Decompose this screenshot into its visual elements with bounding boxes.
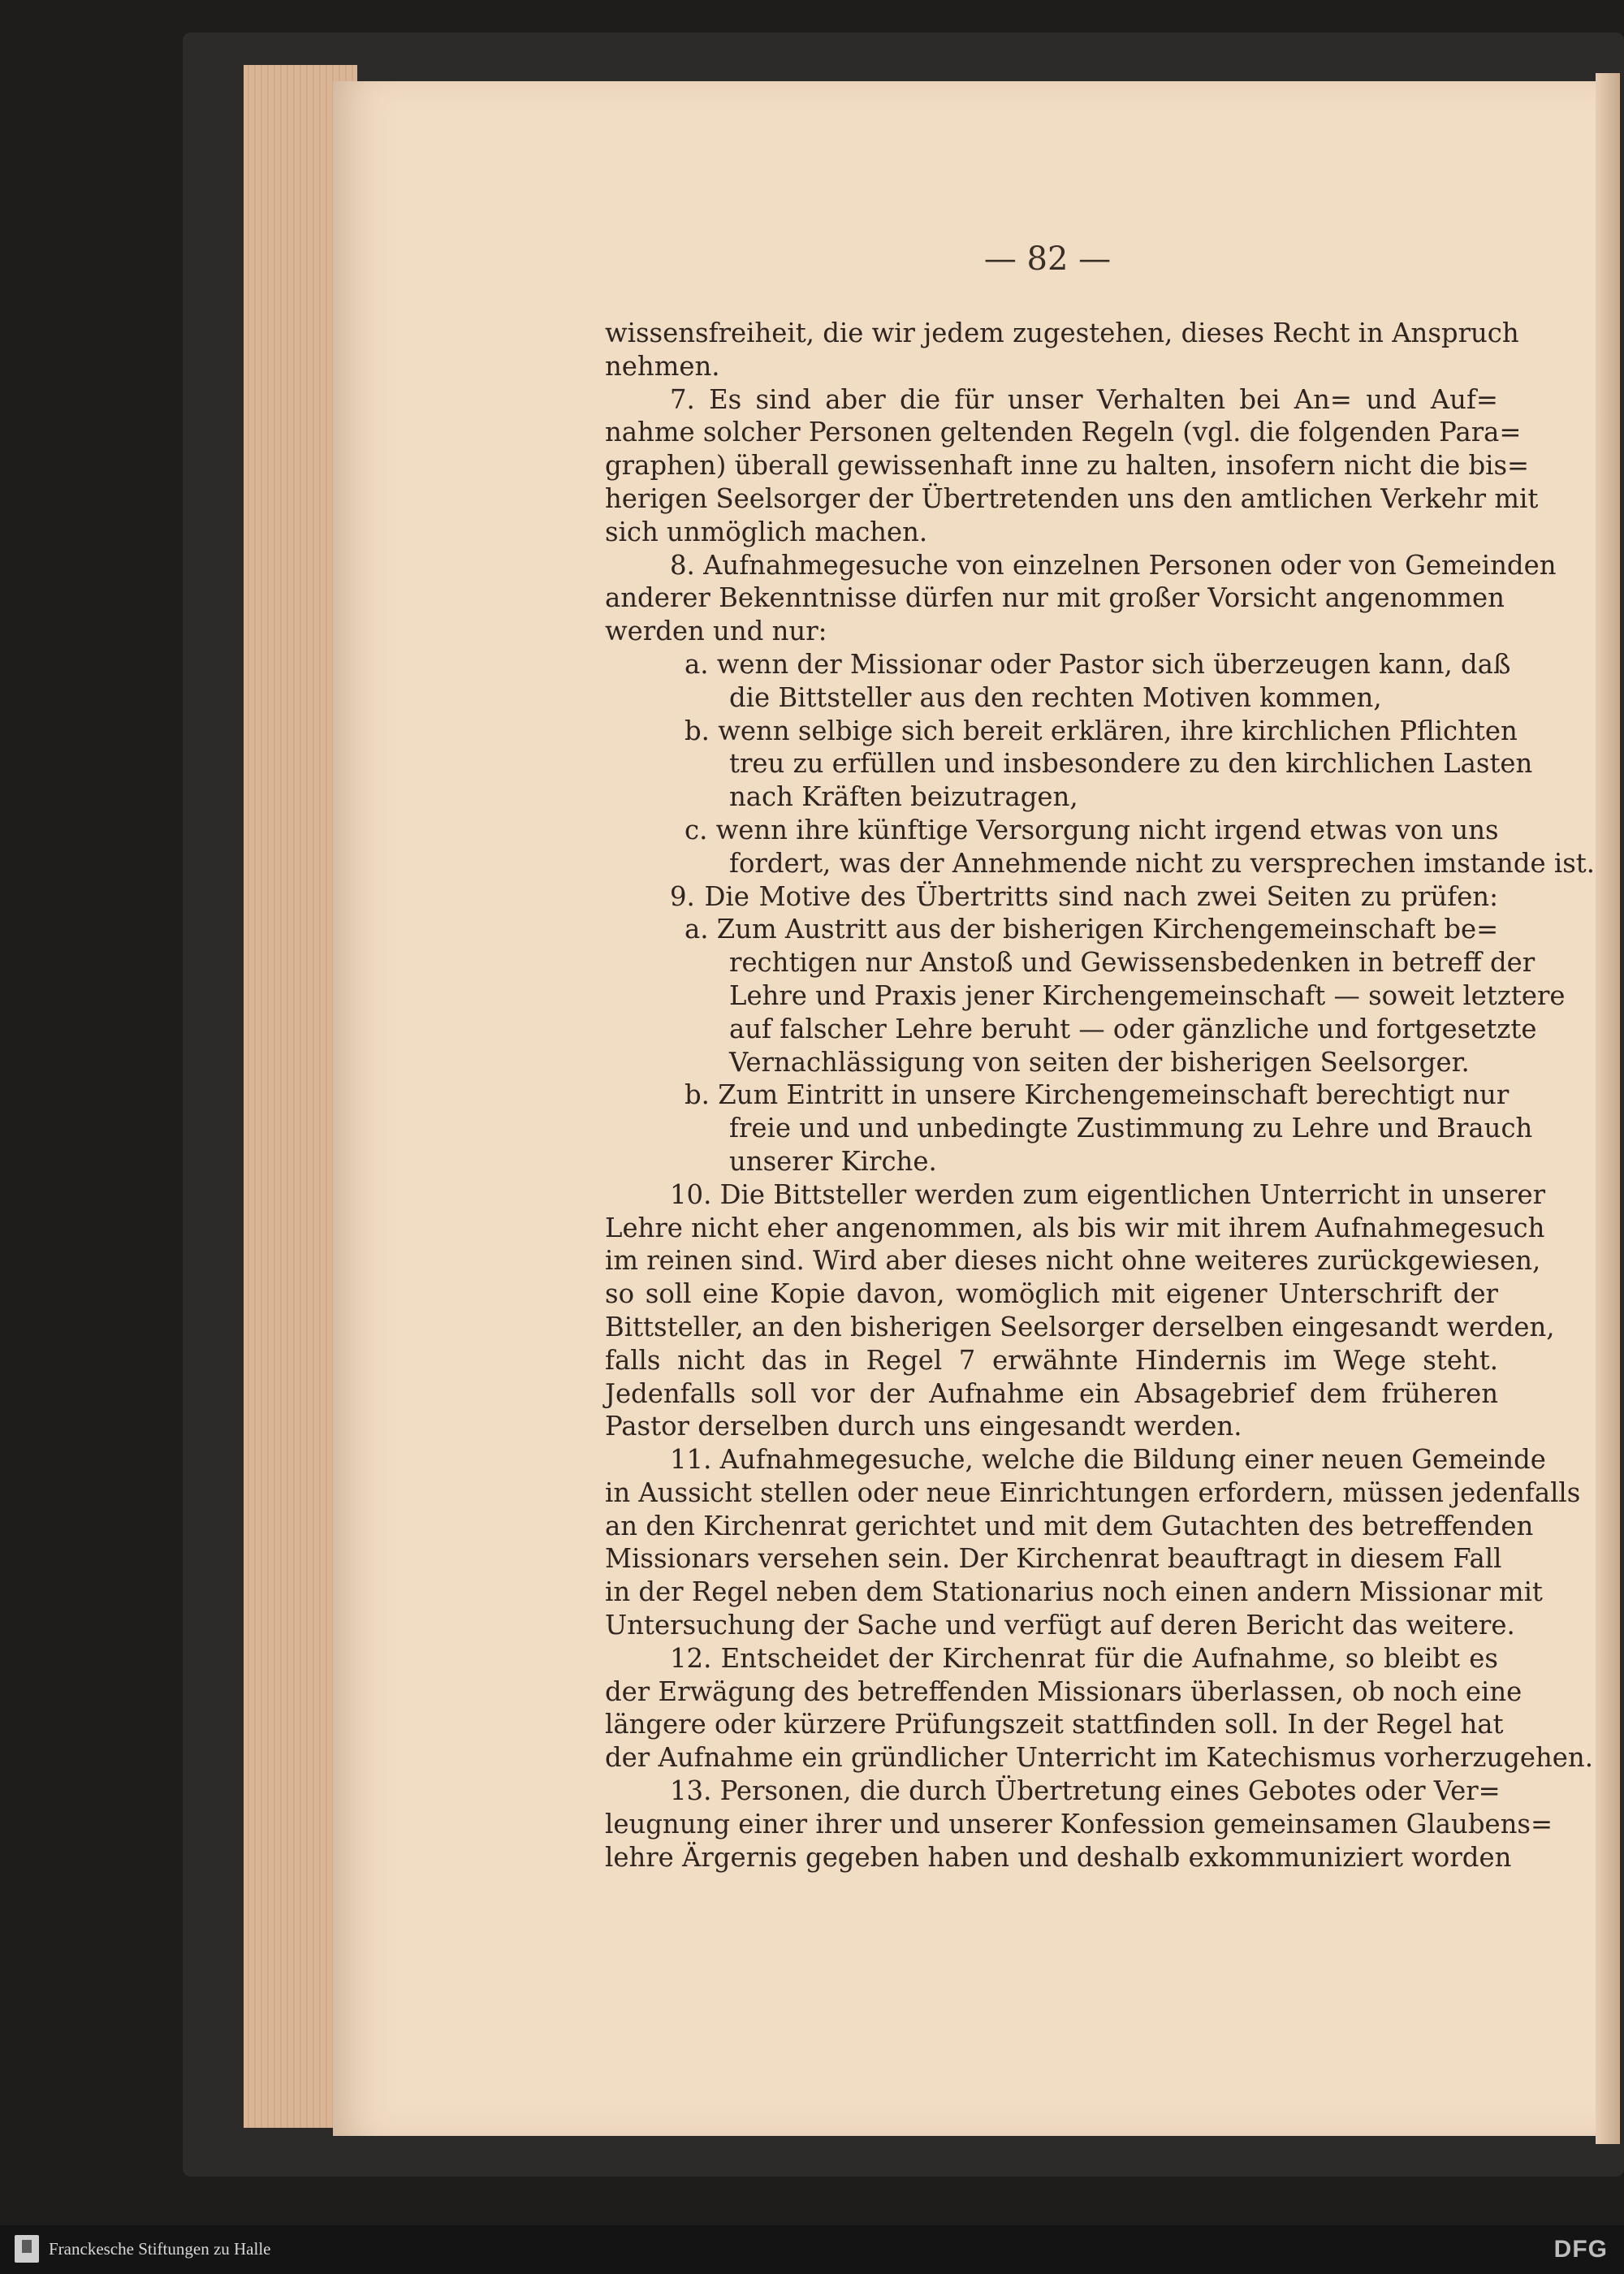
text-line: a. wenn der Missionar oder Pastor sich überzeugen kann, daß <box>685 648 1511 680</box>
text-line: 11. Aufnahmegesuche, welche die Bildung einer neuen Gemeinde <box>670 1444 1546 1476</box>
text-line: freie und und unbedingte Zustimmung zu Lehre und Brauch <box>729 1113 1533 1144</box>
text-line: herigen Seelsorger der Übertretenden uns den amtlichen Verkehr mit <box>605 482 1539 514</box>
text-line: Jedenfalls soll vor der Aufnahme ein Absagebrief dem früheren <box>605 1377 1498 1409</box>
text-line: falls nicht das in Regel 7 erwähnte Hindernis im Wege steht. <box>605 1344 1498 1376</box>
text-line: wissensfreiheit, die wir jedem zugestehen, dieses Recht in Anspruch <box>605 318 1519 348</box>
text-line: anderer Bekenntnisse dürfen nur mit großer Vorsicht angenommen <box>605 582 1505 614</box>
text-line: unserer Kirche. <box>729 1145 937 1177</box>
text-line: 7. Es sind aber die für unser Verhalten bei An= und Auf= <box>670 383 1498 415</box>
text-line: b. wenn selbige sich bereit erklären, ihre kirchlichen Pflichten <box>685 715 1518 746</box>
page-right-edge <box>1596 73 1620 2144</box>
text-line: 13. Personen, die durch Übertretung eines Gebotes oder Ver= <box>670 1775 1501 1807</box>
text-line: Vernachlässigung von seiten der bisherigen Seelsorger. <box>729 1046 1470 1078</box>
text-line: Lehre und Praxis jener Kirchengemeinschaft — soweit letztere <box>729 979 1566 1011</box>
text-line: nahme solcher Personen geltenden Regeln (vgl. die folgenden Para= <box>605 417 1522 448</box>
text-line: nach Kräften beizutragen, <box>729 781 1078 813</box>
text-line: Missionars versehen sein. Der Kirchenrat beauftragt in diesem Fall <box>605 1543 1502 1575</box>
text-line: so soll eine Kopie davon, womöglich mit eigener Unterschrift der <box>605 1278 1498 1310</box>
text-line: nehmen. <box>605 350 720 382</box>
text-line: 10. Die Bittsteller werden zum eigentlichen Unterricht in unserer <box>670 1178 1546 1210</box>
text-line: in der Regel neben dem Stationarius noch einen andern Missionar mit <box>605 1576 1543 1608</box>
text-line: c. wenn ihre künftige Versorgung nicht irgend etwas von uns <box>685 814 1499 845</box>
text-line: in Aussicht stellen oder neue Einrichtungen erfordern, müssen jedenfalls <box>605 1476 1581 1508</box>
text-line: werden und nur: <box>605 616 827 647</box>
text-line: Pastor derselben durch uns eingesandt werden. <box>605 1411 1242 1442</box>
text-line: rechtigen nur Anstoß und Gewissensbedenken in betreff der <box>729 947 1535 979</box>
text-line: a. Zum Austritt aus der bisherigen Kirchengemeinschaft be= <box>685 914 1499 945</box>
page-text <box>605 317 1596 1874</box>
text-line: längere oder kürzere Prüfungszeit stattfinden soll. In der Regel hat <box>605 1709 1504 1740</box>
footer-brand: DFG <box>1553 2236 1608 2263</box>
text-line: Bittsteller, an den bisherigen Seelsorger derselben eingesandt werden, <box>605 1311 1555 1342</box>
page-number: — 82 — <box>983 240 1112 278</box>
footer-institution: Franckesche Stiftungen zu Halle <box>49 2239 271 2259</box>
text-line: fordert, was der Annehmende nicht zu versprechen imstande ist. <box>729 847 1596 879</box>
text-line: Lehre nicht eher angenommen, als bis wir mit ihrem Aufnahmegesuch <box>605 1212 1545 1243</box>
text-line: auf falscher Lehre beruht — oder gänzliche und fortgesetzte <box>729 1013 1537 1044</box>
text-line: treu zu erfüllen und insbesondere zu den kirchlichen Lasten <box>729 748 1533 780</box>
text-line: 12. Entscheidet der Kirchenrat für die Aufnahme, so bleibt es <box>670 1642 1498 1674</box>
text-line: 8. Aufnahmegesuche von einzelnen Personen oder von Gemeinden <box>670 549 1557 581</box>
text-line: graphen) überall gewissenhaft inne zu halten, insofern nicht die bis= <box>605 450 1530 482</box>
text-line: die Bittsteller aus den rechten Motiven kommen, <box>729 681 1382 713</box>
text-line: lehre Ärgernis gegeben haben und deshalb exkommuniziert worden <box>605 1841 1512 1873</box>
text-line: im reinen sind. Wird aber dieses nicht ohne weiteres zurückgewiesen, <box>605 1245 1541 1277</box>
viewer-footer <box>0 2225 1624 2274</box>
text-line: der Erwägung des betreffenden Missionars überlassen, ob noch eine <box>605 1675 1522 1707</box>
text-line: sich unmöglich machen. <box>605 516 928 547</box>
text-line: b. Zum Eintritt in unsere Kirchengemeinschaft berechtigt nur <box>685 1079 1510 1111</box>
institution-logo-icon <box>15 2235 39 2263</box>
text-line: an den Kirchenrat gerichtet und mit dem Gutachten des betreffenden <box>605 1510 1534 1541</box>
text-line: Untersuchung der Sache und verfügt auf deren Bericht das weitere. <box>605 1610 1515 1641</box>
text-line: 9. Die Motive des Übertritts sind nach zwei Seiten zu prüfen: <box>670 880 1498 912</box>
text-line: leugnung einer ihrer und unserer Konfession gemeinsamen Glaubens= <box>605 1808 1553 1840</box>
text-line: der Aufnahme ein gründlicher Unterricht im Katechismus vorherzugehen. <box>605 1742 1593 1774</box>
